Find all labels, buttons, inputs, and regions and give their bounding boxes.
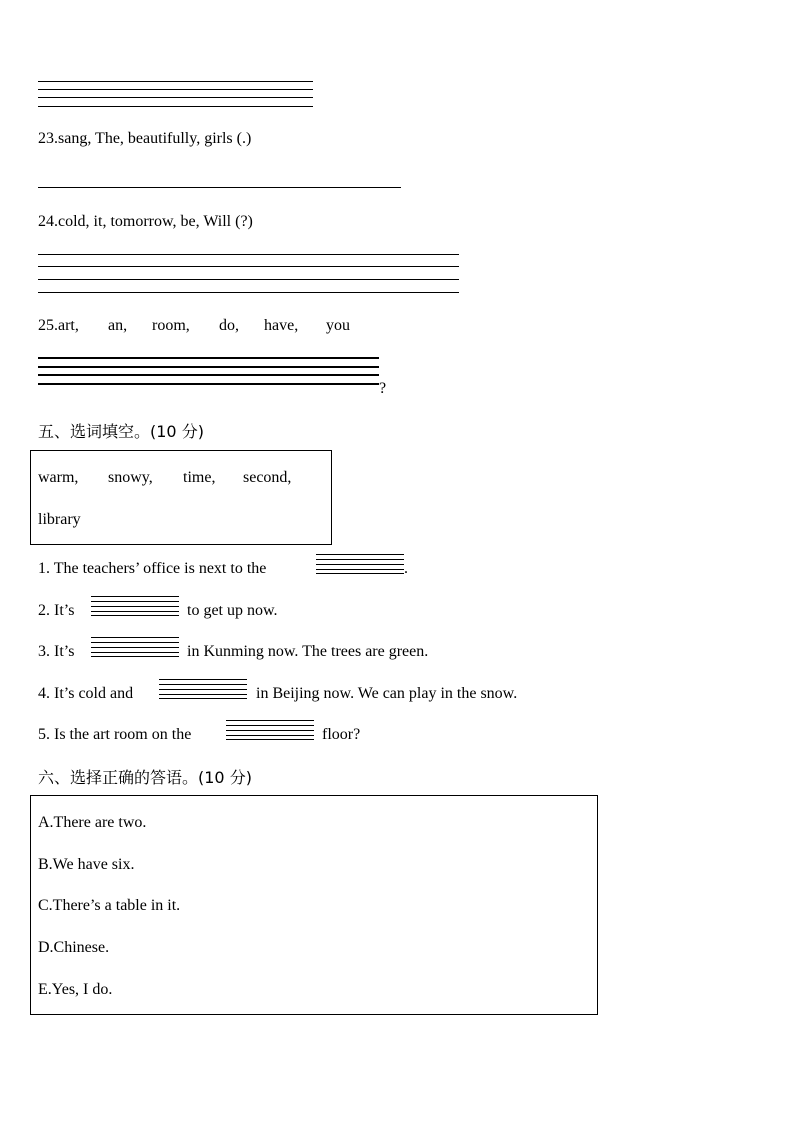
question-23: 23.sang, The, beautifully, girls (.) bbox=[38, 130, 252, 147]
word-bank-item: time, bbox=[183, 469, 216, 486]
fill-item-1-after: . bbox=[404, 560, 408, 577]
answer-line bbox=[38, 357, 379, 359]
fill-item-4-text: 4. It’s cold and bbox=[38, 685, 134, 702]
word-bank-item: second, bbox=[243, 469, 292, 486]
word-bank-box bbox=[30, 450, 332, 545]
answer-line-23[interactable] bbox=[38, 187, 401, 188]
q25-word: art, bbox=[58, 317, 79, 334]
fill-item-3-after: in Kunming now. The trees are green. bbox=[187, 643, 429, 660]
answer-option-b: B.We have six. bbox=[38, 856, 135, 873]
fill-item-3-text: 3. It’s bbox=[38, 643, 75, 660]
fill-item-5-text: 5. Is the art room on the bbox=[38, 726, 192, 743]
fill-item-4-after: in Beijing now. We can play in the snow. bbox=[256, 685, 518, 702]
answer-options-box bbox=[30, 795, 598, 1015]
word-bank-item: snowy, bbox=[108, 469, 153, 486]
q25-word: do, bbox=[219, 317, 239, 334]
answer-option-d: D.Chinese. bbox=[38, 939, 110, 956]
fill-blank-4[interactable] bbox=[159, 679, 247, 699]
question-mark: ? bbox=[379, 380, 387, 397]
fill-blank-5[interactable] bbox=[226, 720, 314, 740]
word-bank-item: warm, bbox=[38, 469, 79, 486]
fill-item-2-after: to get up now. bbox=[187, 602, 278, 619]
question-25-number: 25. bbox=[38, 317, 58, 334]
question-24: 24.cold, it, tomorrow, be, Will (?) bbox=[38, 213, 253, 230]
section-5-heading: 五、选词填空。(10 分) bbox=[38, 422, 204, 441]
fill-blank-3[interactable] bbox=[91, 637, 179, 657]
answer-line bbox=[38, 81, 313, 82]
answer-line bbox=[38, 254, 459, 255]
answer-line bbox=[38, 97, 313, 98]
fill-blank-1[interactable] bbox=[316, 554, 404, 574]
fill-item-1-text: 1. The teachers’ office is next to the bbox=[38, 560, 267, 577]
fill-blank-2[interactable] bbox=[91, 596, 179, 616]
section-6-heading: 六、选择正确的答语。(10 分) bbox=[38, 768, 252, 787]
question-25 bbox=[38, 316, 79, 336]
answer-line bbox=[38, 383, 379, 385]
word-bank-item: library bbox=[38, 511, 81, 528]
answer-option-a: A.There are two. bbox=[38, 814, 147, 831]
q25-word: an, bbox=[108, 317, 128, 334]
fill-item-2-text: 2. It’s bbox=[38, 602, 75, 619]
q25-word: room, bbox=[152, 317, 190, 334]
answer-option-e: E.Yes, I do. bbox=[38, 981, 113, 998]
answer-line bbox=[38, 89, 313, 90]
fill-item-5-after: floor? bbox=[322, 726, 361, 743]
answer-line bbox=[38, 266, 459, 267]
answer-line bbox=[38, 106, 313, 107]
answer-line bbox=[38, 374, 379, 376]
answer-line bbox=[38, 279, 459, 280]
answer-line bbox=[38, 366, 379, 368]
q25-word: have, bbox=[264, 317, 299, 334]
answer-option-c: C.There’s a table in it. bbox=[38, 897, 181, 914]
q25-word: you bbox=[326, 317, 350, 334]
answer-line bbox=[38, 292, 459, 293]
